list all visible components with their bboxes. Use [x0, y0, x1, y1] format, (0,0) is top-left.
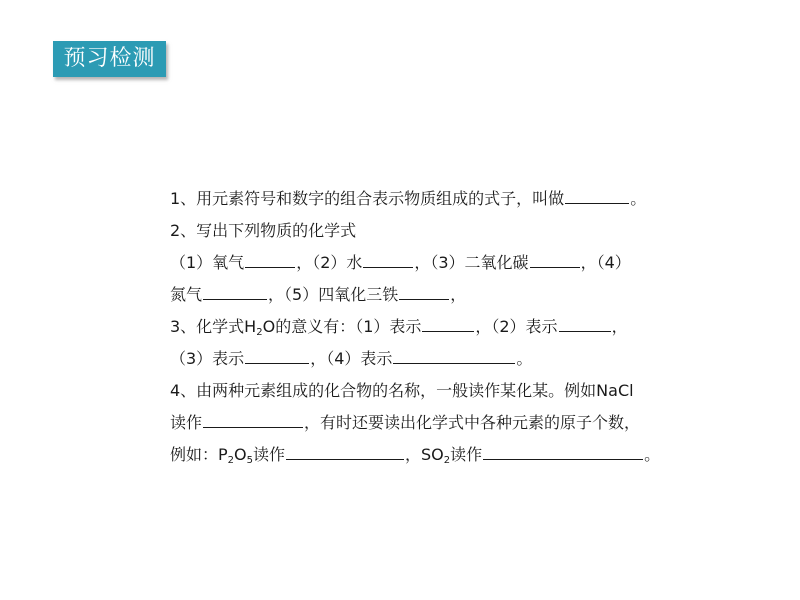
question-list [170, 183, 710, 471]
q2-item-water: ，（2）水 [296, 253, 363, 272]
question-1-text: 1、用元素符号和数字的组合表示物质组成的式子，叫做 [170, 189, 565, 208]
answer-blank[interactable] [483, 443, 643, 460]
answer-blank[interactable] [245, 347, 309, 364]
answer-blank[interactable] [399, 283, 449, 300]
q4-note: ，有时还要读出化学式中各种元素的原子个数， [304, 413, 641, 432]
answer-blank[interactable] [565, 187, 629, 204]
q4-end: 。 [644, 445, 661, 464]
q4-o-subscript: 5 [246, 455, 253, 466]
q3-end1: ， [611, 317, 628, 336]
q2-item-oxygen: （1）氧气 [170, 253, 245, 272]
q4-read3: 读作 [450, 445, 483, 464]
answer-blank[interactable] [203, 283, 267, 300]
q4-p-subscript: 2 [227, 455, 235, 466]
q4-o: O [234, 445, 247, 464]
question-4 [170, 375, 710, 407]
answer-blank[interactable] [530, 251, 580, 268]
question-3 [170, 311, 710, 343]
answer-blank[interactable] [363, 251, 413, 268]
q3-sep3: ，（4）表示 [310, 349, 393, 368]
q4-read2: 读作 [253, 445, 286, 464]
question-2-items-line-1 [170, 247, 710, 279]
q3-p3: （3）表示 [170, 349, 245, 368]
q4-eg: 例如：P [170, 445, 228, 464]
q2-item-4-label: ，（4） [580, 253, 631, 272]
q3-post: O的意义有：（1）表示 [262, 317, 422, 336]
question-1 [170, 183, 710, 215]
answer-blank[interactable] [203, 411, 303, 428]
question-3-line-2 [170, 343, 710, 375]
q3-pre: 3、化学式H [170, 317, 257, 336]
q2-item-fe3o4: ，（5）四氧化三铁 [268, 285, 399, 304]
question-4-line-3 [170, 439, 710, 471]
q4-line1: 4、由两种元素组成的化合物的名称，一般读作某化某。例如NaCl [170, 381, 634, 400]
answer-blank[interactable] [422, 315, 474, 332]
q2-end: ， [450, 285, 467, 304]
q2-item-nitrogen: 氮气 [170, 285, 203, 304]
q4-read: 读作 [170, 413, 203, 432]
question-2 [170, 215, 710, 247]
question-1-end: 。 [630, 189, 647, 208]
q2-item-co2: ，（3）二氧化碳 [414, 253, 529, 272]
answer-blank[interactable] [559, 315, 611, 332]
answer-blank[interactable] [245, 251, 295, 268]
section-title: 预习检测 [63, 46, 156, 71]
question-2-text: 2、写出下列物质的化学式 [170, 221, 357, 240]
q3-sep1: ，（2）表示 [475, 317, 558, 336]
question-4-line-2 [170, 407, 710, 439]
q3-h-subscript: 2 [256, 327, 263, 338]
q3-end: 。 [516, 349, 533, 368]
q4-so-subscript: 2 [443, 455, 451, 466]
question-2-items-line-2 [170, 279, 710, 311]
section-title-badge [53, 41, 166, 77]
answer-blank[interactable] [286, 443, 404, 460]
answer-blank[interactable] [393, 347, 515, 364]
q4-comma: ，SO [405, 445, 444, 464]
